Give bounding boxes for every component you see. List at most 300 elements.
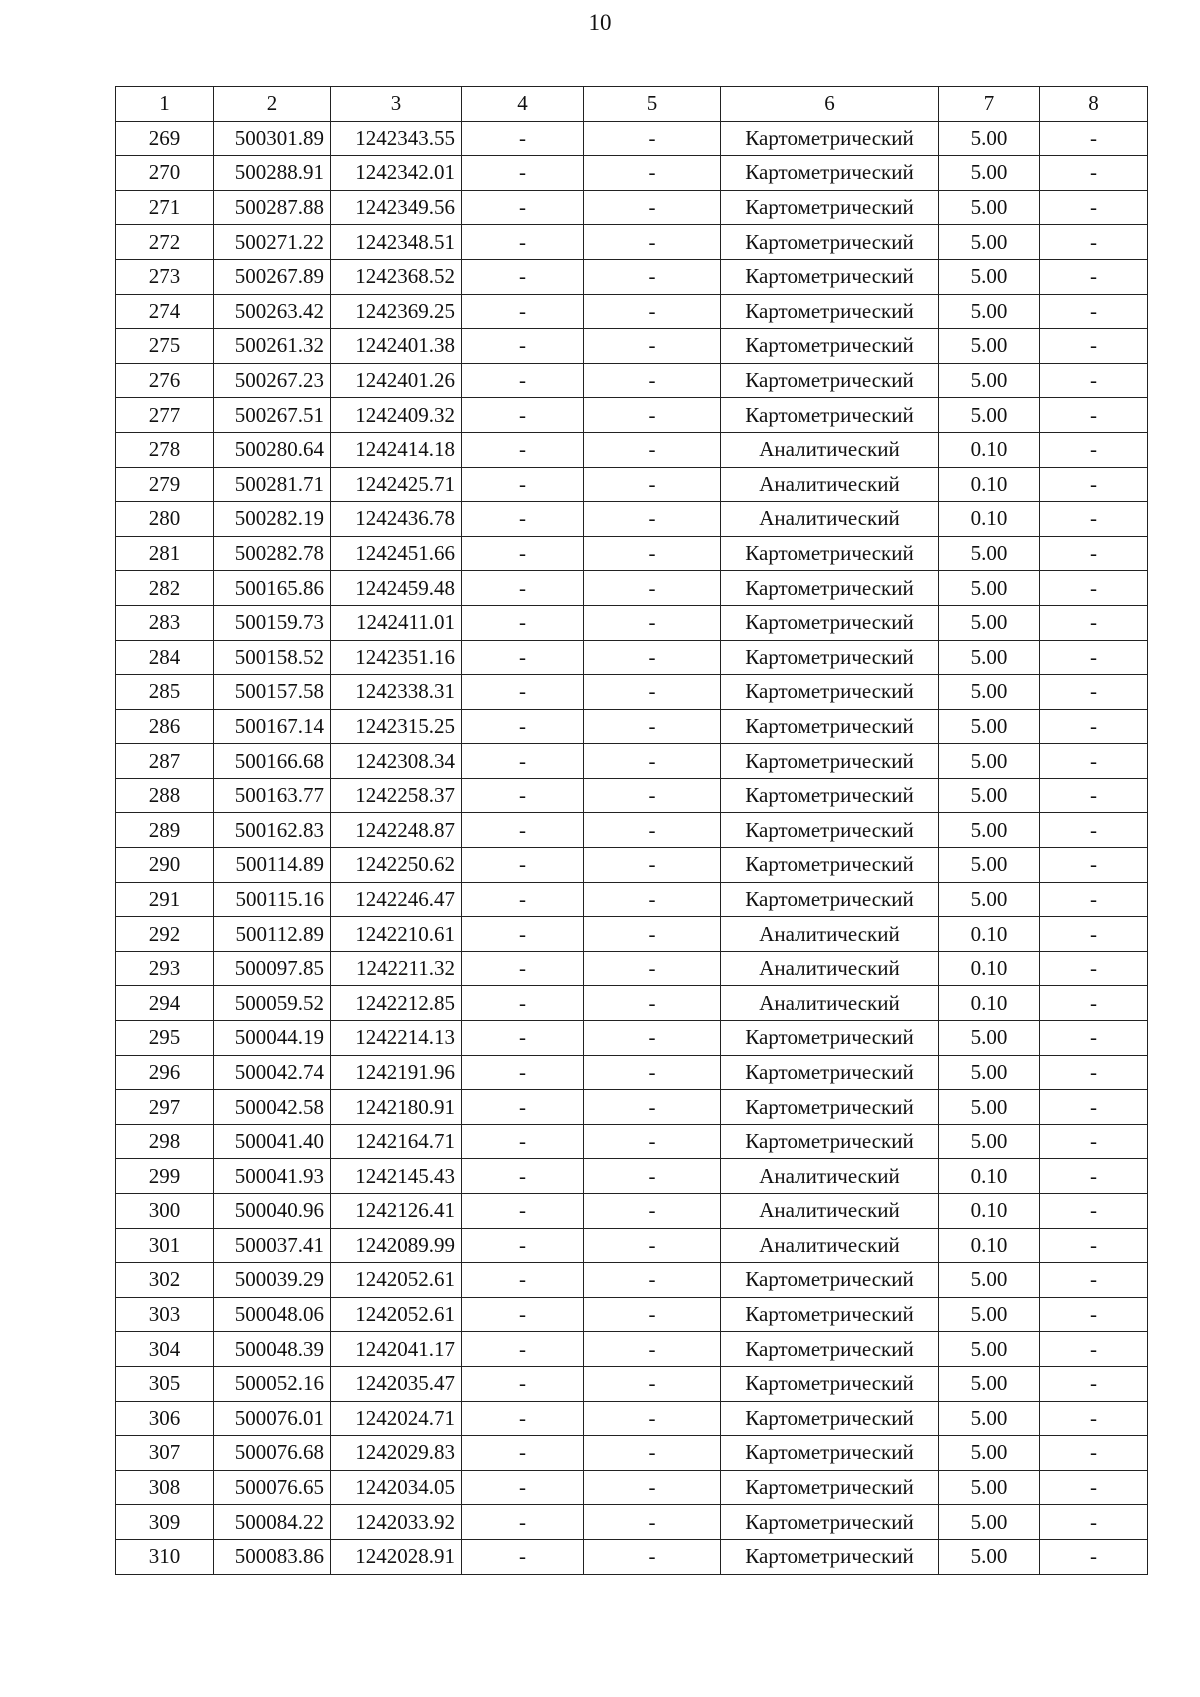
table-row [116,432,1148,467]
cell-y-coordinate: 1242035.47 [331,1366,462,1401]
cell-col-4: - [462,917,584,952]
cell-col-4: - [462,1401,584,1436]
cell-col-8: - [1040,156,1148,191]
table-row [116,1263,1148,1298]
cell-col-8: - [1040,917,1148,952]
cell-col-4: - [462,121,584,156]
cell-col-5: - [584,467,721,502]
cell-col-8: - [1040,467,1148,502]
cell-col-8: - [1040,744,1148,779]
cell-col-5: - [584,778,721,813]
cell-col-5: - [584,882,721,917]
cell-x-coordinate: 500076.01 [214,1401,331,1436]
cell-col-4: - [462,1124,584,1159]
cell-point-number: 288 [116,778,214,813]
cell-y-coordinate: 1242024.71 [331,1401,462,1436]
cell-method: Картометрический [721,190,939,225]
table-row [116,778,1148,813]
cell-x-coordinate: 500041.93 [214,1159,331,1194]
table-row [116,917,1148,952]
cell-x-coordinate: 500112.89 [214,917,331,952]
cell-col-5: - [584,1228,721,1263]
table-row [116,709,1148,744]
cell-accuracy: 5.00 [939,675,1040,710]
header-cell-7: 7 [939,87,1040,122]
cell-method: Картометрический [721,1297,939,1332]
cell-col-4: - [462,536,584,571]
cell-point-number: 297 [116,1090,214,1125]
cell-method: Картометрический [721,1436,939,1471]
cell-col-5: - [584,640,721,675]
cell-point-number: 308 [116,1470,214,1505]
cell-method: Аналитический [721,1194,939,1229]
table-row [116,1297,1148,1332]
cell-col-5: - [584,1090,721,1125]
cell-accuracy: 5.00 [939,882,1040,917]
cell-point-number: 307 [116,1436,214,1471]
cell-accuracy: 0.10 [939,986,1040,1021]
cell-point-number: 296 [116,1055,214,1090]
cell-point-number: 295 [116,1021,214,1056]
cell-method: Картометрический [721,536,939,571]
cell-col-5: - [584,432,721,467]
cell-col-4: - [462,502,584,537]
cell-accuracy: 5.00 [939,640,1040,675]
cell-y-coordinate: 1242145.43 [331,1159,462,1194]
cell-accuracy: 5.00 [939,709,1040,744]
cell-x-coordinate: 500282.78 [214,536,331,571]
cell-y-coordinate: 1242052.61 [331,1263,462,1298]
cell-accuracy: 5.00 [939,744,1040,779]
table-row [116,1124,1148,1159]
cell-method: Аналитический [721,1228,939,1263]
cell-col-4: - [462,848,584,883]
cell-method: Аналитический [721,951,939,986]
cell-method: Аналитический [721,986,939,1021]
cell-col-4: - [462,190,584,225]
cell-y-coordinate: 1242368.52 [331,259,462,294]
cell-x-coordinate: 500282.19 [214,502,331,537]
cell-accuracy: 5.00 [939,536,1040,571]
cell-col-8: - [1040,294,1148,329]
cell-method: Картометрический [721,605,939,640]
cell-accuracy: 0.10 [939,951,1040,986]
cell-y-coordinate: 1242248.87 [331,813,462,848]
header-cell-8: 8 [1040,87,1148,122]
cell-point-number: 303 [116,1297,214,1332]
cell-accuracy: 0.10 [939,917,1040,952]
cell-accuracy: 5.00 [939,1436,1040,1471]
cell-accuracy: 5.00 [939,259,1040,294]
cell-accuracy: 5.00 [939,1539,1040,1574]
cell-y-coordinate: 1242436.78 [331,502,462,537]
cell-col-5: - [584,363,721,398]
cell-point-number: 280 [116,502,214,537]
cell-col-8: - [1040,778,1148,813]
cell-col-8: - [1040,709,1148,744]
cell-accuracy: 5.00 [939,363,1040,398]
cell-x-coordinate: 500076.65 [214,1470,331,1505]
cell-accuracy: 5.00 [939,778,1040,813]
table-row [116,1539,1148,1574]
cell-x-coordinate: 500048.06 [214,1297,331,1332]
cell-accuracy: 0.10 [939,432,1040,467]
cell-col-4: - [462,778,584,813]
cell-y-coordinate: 1242342.01 [331,156,462,191]
cell-col-5: - [584,156,721,191]
cell-col-8: - [1040,882,1148,917]
cell-point-number: 278 [116,432,214,467]
cell-y-coordinate: 1242250.62 [331,848,462,883]
cell-y-coordinate: 1242343.55 [331,121,462,156]
cell-x-coordinate: 500163.77 [214,778,331,813]
cell-method: Картометрический [721,1366,939,1401]
cell-col-5: - [584,1436,721,1471]
cell-method: Картометрический [721,294,939,329]
table-row [116,398,1148,433]
cell-method: Картометрический [721,259,939,294]
header-cell-3: 3 [331,87,462,122]
cell-col-4: - [462,1505,584,1540]
cell-accuracy: 5.00 [939,571,1040,606]
cell-col-8: - [1040,1505,1148,1540]
table-row [116,605,1148,640]
cell-accuracy: 0.10 [939,502,1040,537]
cell-accuracy: 5.00 [939,156,1040,191]
table-row [116,190,1148,225]
cell-col-8: - [1040,190,1148,225]
cell-y-coordinate: 1242351.16 [331,640,462,675]
cell-x-coordinate: 500162.83 [214,813,331,848]
cell-method: Аналитический [721,1159,939,1194]
cell-y-coordinate: 1242214.13 [331,1021,462,1056]
table-row [116,156,1148,191]
table-row [116,848,1148,883]
cell-col-8: - [1040,225,1148,260]
cell-col-4: - [462,1021,584,1056]
table-row [116,1401,1148,1436]
cell-x-coordinate: 500114.89 [214,848,331,883]
cell-point-number: 270 [116,156,214,191]
cell-col-4: - [462,605,584,640]
cell-method: Картометрический [721,882,939,917]
cell-point-number: 277 [116,398,214,433]
cell-y-coordinate: 1242349.56 [331,190,462,225]
cell-col-5: - [584,1021,721,1056]
cell-y-coordinate: 1242041.17 [331,1332,462,1367]
cell-col-4: - [462,1090,584,1125]
cell-method: Картометрический [721,156,939,191]
cell-point-number: 300 [116,1194,214,1229]
table-row [116,1366,1148,1401]
cell-accuracy: 5.00 [939,848,1040,883]
cell-accuracy: 5.00 [939,1055,1040,1090]
cell-col-4: - [462,1332,584,1367]
cell-y-coordinate: 1242034.05 [331,1470,462,1505]
cell-accuracy: 0.10 [939,1228,1040,1263]
cell-accuracy: 5.00 [939,1124,1040,1159]
cell-point-number: 305 [116,1366,214,1401]
cell-point-number: 302 [116,1263,214,1298]
cell-col-8: - [1040,1366,1148,1401]
cell-x-coordinate: 500076.68 [214,1436,331,1471]
cell-point-number: 275 [116,329,214,364]
cell-method: Картометрический [721,1055,939,1090]
cell-col-5: - [584,709,721,744]
cell-y-coordinate: 1242401.26 [331,363,462,398]
table-row [116,1194,1148,1229]
cell-point-number: 301 [116,1228,214,1263]
cell-point-number: 299 [116,1159,214,1194]
cell-method: Картометрический [721,398,939,433]
cell-col-4: - [462,986,584,1021]
header-cell-6: 6 [721,87,939,122]
cell-col-4: - [462,951,584,986]
table-row [116,1436,1148,1471]
cell-col-4: - [462,1539,584,1574]
cell-col-5: - [584,1124,721,1159]
table-row [116,744,1148,779]
cell-col-8: - [1040,1401,1148,1436]
cell-x-coordinate: 500052.16 [214,1366,331,1401]
cell-point-number: 291 [116,882,214,917]
table-row [116,1055,1148,1090]
cell-point-number: 304 [116,1332,214,1367]
cell-x-coordinate: 500039.29 [214,1263,331,1298]
cell-col-5: - [584,259,721,294]
cell-y-coordinate: 1242411.01 [331,605,462,640]
cell-accuracy: 5.00 [939,1366,1040,1401]
cell-point-number: 282 [116,571,214,606]
cell-col-4: - [462,259,584,294]
cell-y-coordinate: 1242414.18 [331,432,462,467]
cell-accuracy: 5.00 [939,605,1040,640]
cell-x-coordinate: 500267.89 [214,259,331,294]
cell-col-5: - [584,1332,721,1367]
cell-col-4: - [462,1366,584,1401]
table-row [116,571,1148,606]
cell-col-4: - [462,156,584,191]
cell-col-8: - [1040,363,1148,398]
cell-col-4: - [462,709,584,744]
cell-accuracy: 5.00 [939,398,1040,433]
cell-col-5: - [584,536,721,571]
cell-method: Картометрический [721,1332,939,1367]
table-body [116,121,1148,1574]
cell-col-4: - [462,398,584,433]
cell-point-number: 294 [116,986,214,1021]
cell-y-coordinate: 1242033.92 [331,1505,462,1540]
cell-col-5: - [584,1263,721,1298]
cell-col-8: - [1040,571,1148,606]
cell-accuracy: 0.10 [939,467,1040,502]
cell-x-coordinate: 500288.91 [214,156,331,191]
cell-y-coordinate: 1242028.91 [331,1539,462,1574]
cell-col-5: - [584,986,721,1021]
cell-method: Картометрический [721,813,939,848]
table-row [116,1021,1148,1056]
cell-accuracy: 5.00 [939,1401,1040,1436]
cell-y-coordinate: 1242401.38 [331,329,462,364]
cell-method: Картометрический [721,1539,939,1574]
cell-col-5: - [584,121,721,156]
cell-x-coordinate: 500261.32 [214,329,331,364]
header-cell-1: 1 [116,87,214,122]
cell-point-number: 269 [116,121,214,156]
cell-method: Аналитический [721,432,939,467]
cell-x-coordinate: 500097.85 [214,951,331,986]
cell-x-coordinate: 500301.89 [214,121,331,156]
cell-point-number: 276 [116,363,214,398]
cell-accuracy: 0.10 [939,1159,1040,1194]
cell-col-8: - [1040,1159,1148,1194]
cell-method: Аналитический [721,467,939,502]
cell-method: Картометрический [721,1090,939,1125]
cell-point-number: 298 [116,1124,214,1159]
cell-x-coordinate: 500083.86 [214,1539,331,1574]
cell-col-8: - [1040,951,1148,986]
table-row [116,363,1148,398]
table-row [116,121,1148,156]
cell-method: Картометрический [721,121,939,156]
cell-point-number: 272 [116,225,214,260]
cell-point-number: 287 [116,744,214,779]
cell-x-coordinate: 500165.86 [214,571,331,606]
cell-col-4: - [462,813,584,848]
cell-y-coordinate: 1242191.96 [331,1055,462,1090]
cell-col-4: - [462,467,584,502]
cell-x-coordinate: 500267.23 [214,363,331,398]
cell-accuracy: 5.00 [939,813,1040,848]
cell-col-4: - [462,432,584,467]
cell-y-coordinate: 1242126.41 [331,1194,462,1229]
cell-col-8: - [1040,675,1148,710]
cell-x-coordinate: 500115.16 [214,882,331,917]
cell-col-5: - [584,1470,721,1505]
cell-method: Картометрический [721,1401,939,1436]
cell-col-5: - [584,1159,721,1194]
cell-col-8: - [1040,1228,1148,1263]
cell-accuracy: 5.00 [939,1021,1040,1056]
cell-col-8: - [1040,1436,1148,1471]
cell-method: Картометрический [721,1124,939,1159]
cell-col-4: - [462,294,584,329]
cell-accuracy: 0.10 [939,1194,1040,1229]
cell-method: Аналитический [721,917,939,952]
cell-y-coordinate: 1242211.32 [331,951,462,986]
cell-y-coordinate: 1242258.37 [331,778,462,813]
cell-x-coordinate: 500287.88 [214,190,331,225]
cell-point-number: 292 [116,917,214,952]
cell-method: Картометрический [721,1263,939,1298]
cell-method: Аналитический [721,502,939,537]
cell-col-8: - [1040,640,1148,675]
cell-col-5: - [584,190,721,225]
cell-col-8: - [1040,1470,1148,1505]
cell-col-8: - [1040,848,1148,883]
cell-col-5: - [584,1297,721,1332]
cell-point-number: 273 [116,259,214,294]
cell-col-8: - [1040,432,1148,467]
cell-point-number: 293 [116,951,214,986]
cell-col-8: - [1040,1297,1148,1332]
cell-point-number: 283 [116,605,214,640]
table-row [116,951,1148,986]
cell-col-8: - [1040,1055,1148,1090]
cell-col-4: - [462,1055,584,1090]
table-row [116,502,1148,537]
cell-point-number: 285 [116,675,214,710]
page-number: 10 [588,10,612,35]
cell-method: Картометрический [721,848,939,883]
cell-method: Картометрический [721,1505,939,1540]
cell-col-5: - [584,329,721,364]
cell-col-5: - [584,225,721,260]
cell-x-coordinate: 500044.19 [214,1021,331,1056]
cell-col-5: - [584,1055,721,1090]
cell-col-5: - [584,675,721,710]
cell-col-5: - [584,1366,721,1401]
table-row [116,882,1148,917]
cell-y-coordinate: 1242052.61 [331,1297,462,1332]
cell-col-8: - [1040,1332,1148,1367]
cell-col-8: - [1040,986,1148,1021]
table-row [116,467,1148,502]
cell-x-coordinate: 500042.74 [214,1055,331,1090]
table-row [116,986,1148,1021]
cell-accuracy: 5.00 [939,1332,1040,1367]
cell-col-4: - [462,882,584,917]
cell-point-number: 281 [116,536,214,571]
cell-col-5: - [584,1539,721,1574]
table-row [116,675,1148,710]
cell-x-coordinate: 500263.42 [214,294,331,329]
cell-col-8: - [1040,605,1148,640]
cell-col-4: - [462,363,584,398]
cell-x-coordinate: 500159.73 [214,605,331,640]
cell-y-coordinate: 1242459.48 [331,571,462,606]
cell-point-number: 284 [116,640,214,675]
table-row [116,329,1148,364]
cell-col-4: - [462,571,584,606]
cell-x-coordinate: 500042.58 [214,1090,331,1125]
cell-x-coordinate: 500166.68 [214,744,331,779]
cell-method: Картометрический [721,744,939,779]
cell-method: Картометрический [721,675,939,710]
cell-x-coordinate: 500158.52 [214,640,331,675]
coordinates-table [115,86,1148,1575]
cell-col-8: - [1040,329,1148,364]
table-header-row [116,87,1148,122]
cell-col-8: - [1040,259,1148,294]
cell-y-coordinate: 1242315.25 [331,709,462,744]
table-row [116,1505,1148,1540]
cell-method: Картометрический [721,1021,939,1056]
table-row [116,813,1148,848]
cell-col-5: - [584,1194,721,1229]
table-row [116,1332,1148,1367]
cell-method: Картометрический [721,1470,939,1505]
cell-col-8: - [1040,1021,1148,1056]
cell-method: Картометрический [721,363,939,398]
cell-col-4: - [462,1263,584,1298]
cell-point-number: 286 [116,709,214,744]
cell-y-coordinate: 1242451.66 [331,536,462,571]
cell-point-number: 310 [116,1539,214,1574]
cell-method: Картометрический [721,709,939,744]
cell-col-5: - [584,744,721,779]
cell-col-8: - [1040,1090,1148,1125]
